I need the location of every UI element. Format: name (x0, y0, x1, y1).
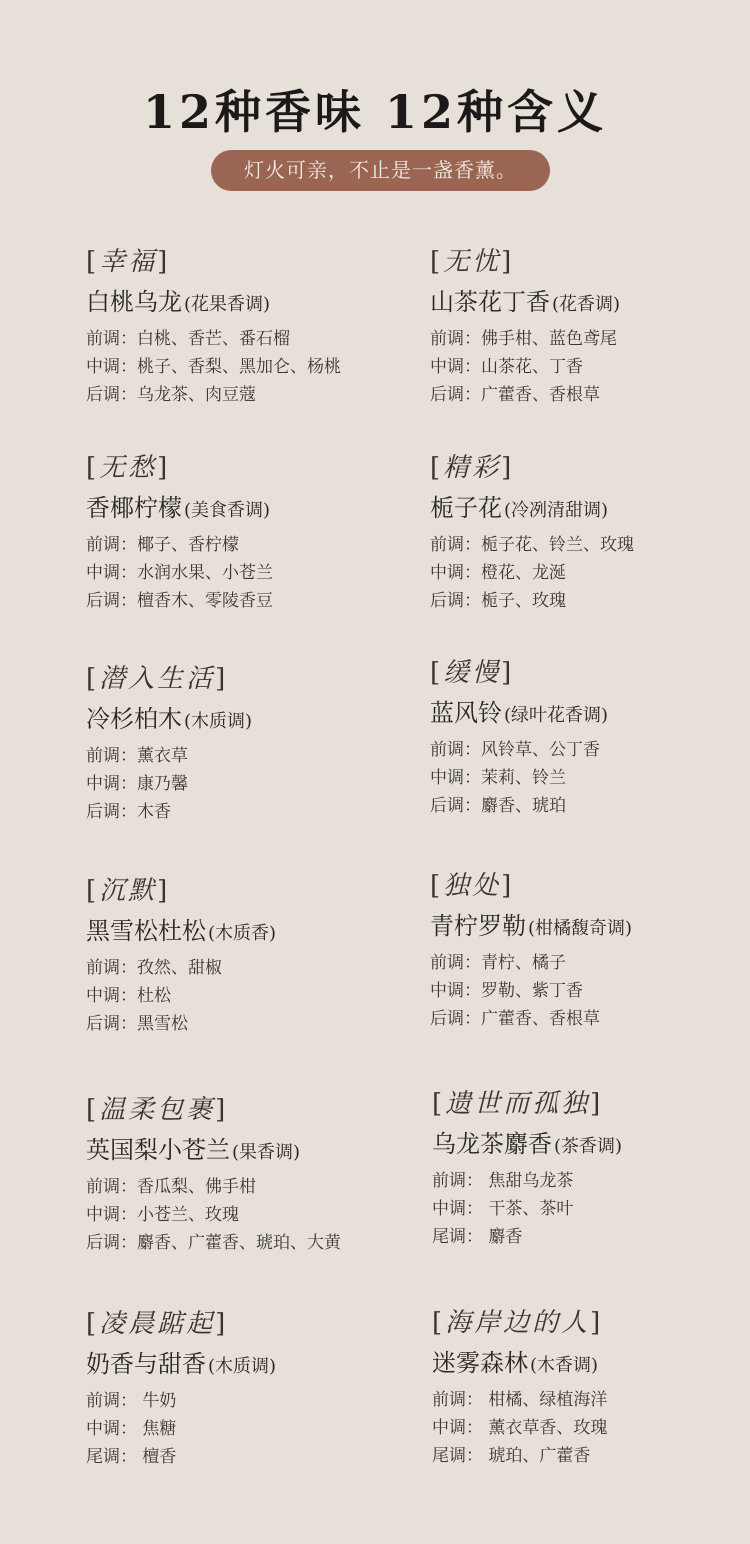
notes-list (86, 531, 396, 615)
scent-title: 山茶花丁香 (430, 288, 550, 316)
theme-label: [凌晨踮起] (86, 1309, 229, 1339)
notes-list (430, 949, 740, 1033)
middle-note: 中调：康乃馨 (86, 774, 188, 794)
base-note: 尾调： 檀香 (86, 1447, 177, 1467)
scent-title: 奶香与甜香 (86, 1350, 206, 1378)
scent-category: (木质香) (208, 923, 277, 944)
scent-name (86, 914, 396, 948)
scent-category: (冷冽清甜调) (504, 500, 609, 521)
theme-label: [缓慢] (430, 658, 515, 688)
theme-text: 独处 (443, 871, 502, 901)
scent-category: (花香调) (552, 294, 621, 315)
scent-card-3 (86, 451, 396, 615)
notes-list (430, 736, 740, 820)
scent-card-5 (86, 662, 396, 826)
notes-list (86, 1387, 396, 1471)
top-note: 前调：椰子、香柠檬 (86, 535, 239, 555)
middle-note: 中调：杜松 (86, 986, 171, 1006)
scent-category: (木香调) (530, 1355, 599, 1376)
notes-list (86, 954, 396, 1038)
scent-name (86, 702, 396, 736)
scent-name (430, 285, 740, 319)
scent-category: (绿叶花香调) (504, 705, 609, 726)
notes-list (430, 531, 740, 615)
top-note: 前调：栀子花、铃兰、玫瑰 (430, 535, 634, 555)
base-note: 后调：木香 (86, 802, 171, 822)
scent-card-10 (432, 1087, 742, 1251)
scent-title: 迷雾森林 (432, 1349, 528, 1377)
scent-name (86, 1347, 396, 1381)
theme-label: [精彩] (430, 453, 515, 483)
scent-category: (美食香调) (184, 500, 271, 521)
notes-list (432, 1386, 742, 1470)
middle-note: 中调：山茶花、丁香 (430, 357, 583, 377)
theme-label: [无忧] (430, 247, 515, 277)
scent-name (430, 909, 740, 943)
theme-label: [温柔包裹] (86, 1095, 229, 1125)
base-note: 尾调： 麝香 (432, 1227, 523, 1247)
top-note: 前调：薰衣草 (86, 746, 188, 766)
scent-card-9 (86, 1093, 396, 1257)
theme-text: 缓慢 (443, 658, 502, 688)
scent-title: 英国梨小苍兰 (86, 1136, 230, 1164)
scent-category: (茶香调) (554, 1136, 623, 1157)
scent-category: (柑橘馥奇调) (528, 918, 633, 939)
scent-card-7 (86, 874, 396, 1038)
scent-name (430, 696, 740, 730)
middle-note: 中调：桃子、香梨、黑加仑、杨桃 (86, 357, 341, 377)
top-note: 前调：白桃、香芒、番石榴 (86, 329, 290, 349)
base-note: 后调：檀香木、零陵香豆 (86, 591, 273, 611)
base-note: 后调：栀子、玫瑰 (430, 591, 566, 611)
middle-note: 中调：茉莉、铃兰 (430, 768, 566, 788)
scent-card-8 (430, 869, 740, 1033)
scent-title: 蓝风铃 (430, 699, 502, 727)
theme-text: 无愁 (99, 453, 158, 483)
top-note: 前调： 柑橘、绿植海洋 (432, 1390, 608, 1410)
scent-card-1 (86, 245, 396, 409)
scent-category: (花果香调) (184, 294, 271, 315)
scent-name (430, 491, 740, 525)
middle-note: 中调： 薰衣草香、玫瑰 (432, 1418, 608, 1438)
middle-note: 中调：罗勒、紫丁香 (430, 981, 583, 1001)
notes-list (430, 325, 740, 409)
scent-card-4 (430, 451, 740, 615)
scent-title: 青柠罗勒 (430, 912, 526, 940)
base-note: 后调：广藿香、香根草 (430, 1009, 600, 1029)
base-note: 后调：麝香、广藿香、琥珀、大黄 (86, 1233, 341, 1253)
middle-note: 中调： 干茶、茶叶 (432, 1199, 574, 1219)
page-title: 12种香味 12种含义 (142, 85, 608, 139)
top-note: 前调：佛手柑、蓝色鸢尾 (430, 329, 617, 349)
middle-note: 中调：水润水果、小苍兰 (86, 563, 273, 583)
theme-label: [沉默] (86, 876, 171, 906)
tagline-badge: 灯火可亲，不止是一盏香薰。 (211, 150, 550, 191)
scent-category: (果香调) (232, 1142, 301, 1163)
notes-list (86, 325, 396, 409)
scent-title: 香椰柠檬 (86, 494, 182, 522)
top-note: 前调： 牛奶 (86, 1391, 177, 1411)
base-note: 后调：广藿香、香根草 (430, 385, 600, 405)
notes-list (86, 1173, 396, 1257)
scent-card-12 (432, 1306, 742, 1470)
theme-text: 遗世而孤独 (445, 1089, 591, 1119)
theme-text: 精彩 (443, 453, 502, 483)
scent-name (86, 285, 396, 319)
base-note: 后调：麝香、琥珀 (430, 796, 566, 816)
base-note: 后调：乌龙茶、肉豆蔻 (86, 385, 256, 405)
theme-text: 潜入生活 (99, 664, 216, 694)
top-note: 前调：孜然、甜椒 (86, 958, 222, 978)
scent-title: 黑雪松杜松 (86, 917, 206, 945)
theme-text: 无忧 (443, 247, 502, 277)
scent-card-6 (430, 656, 740, 820)
middle-note: 中调： 焦糖 (86, 1419, 177, 1439)
top-note: 前调：青柠、橘子 (430, 953, 566, 973)
theme-text: 海岸边的人 (445, 1308, 591, 1338)
middle-note: 中调：橙花、龙涎 (430, 563, 566, 583)
notes-list (86, 742, 396, 826)
theme-label: [独处] (430, 871, 515, 901)
scent-name (86, 491, 396, 525)
scent-card-2 (430, 245, 740, 409)
theme-label: [幸福] (86, 247, 171, 277)
notes-list (432, 1167, 742, 1251)
scent-card-11 (86, 1307, 396, 1471)
scent-title: 冷杉柏木 (86, 705, 182, 733)
scent-title: 乌龙茶麝香 (432, 1130, 552, 1158)
scent-title: 白桃乌龙 (86, 288, 182, 316)
theme-label: [遗世而孤独] (432, 1089, 604, 1119)
theme-text: 幸福 (99, 247, 158, 277)
scent-title: 栀子花 (430, 494, 502, 522)
top-note: 前调：香瓜梨、佛手柑 (86, 1177, 256, 1197)
theme-label: [海岸边的人] (432, 1308, 604, 1338)
scent-category: (木质调) (208, 1356, 277, 1377)
base-note: 后调：黑雪松 (86, 1014, 188, 1034)
middle-note: 中调：小苍兰、玫瑰 (86, 1205, 239, 1225)
scent-name (432, 1346, 742, 1380)
theme-label: [潜入生活] (86, 664, 229, 694)
top-note: 前调： 焦甜乌龙茶 (432, 1171, 574, 1191)
scent-name (86, 1133, 396, 1167)
theme-text: 沉默 (99, 876, 158, 906)
top-note: 前调：风铃草、公丁香 (430, 740, 600, 760)
base-note: 尾调： 琥珀、广藿香 (432, 1446, 591, 1466)
theme-text: 凌晨踮起 (99, 1309, 216, 1339)
scent-name (432, 1127, 742, 1161)
theme-label: [无愁] (86, 453, 171, 483)
theme-text: 温柔包裹 (99, 1095, 216, 1125)
scent-category: (木质调) (184, 711, 253, 732)
